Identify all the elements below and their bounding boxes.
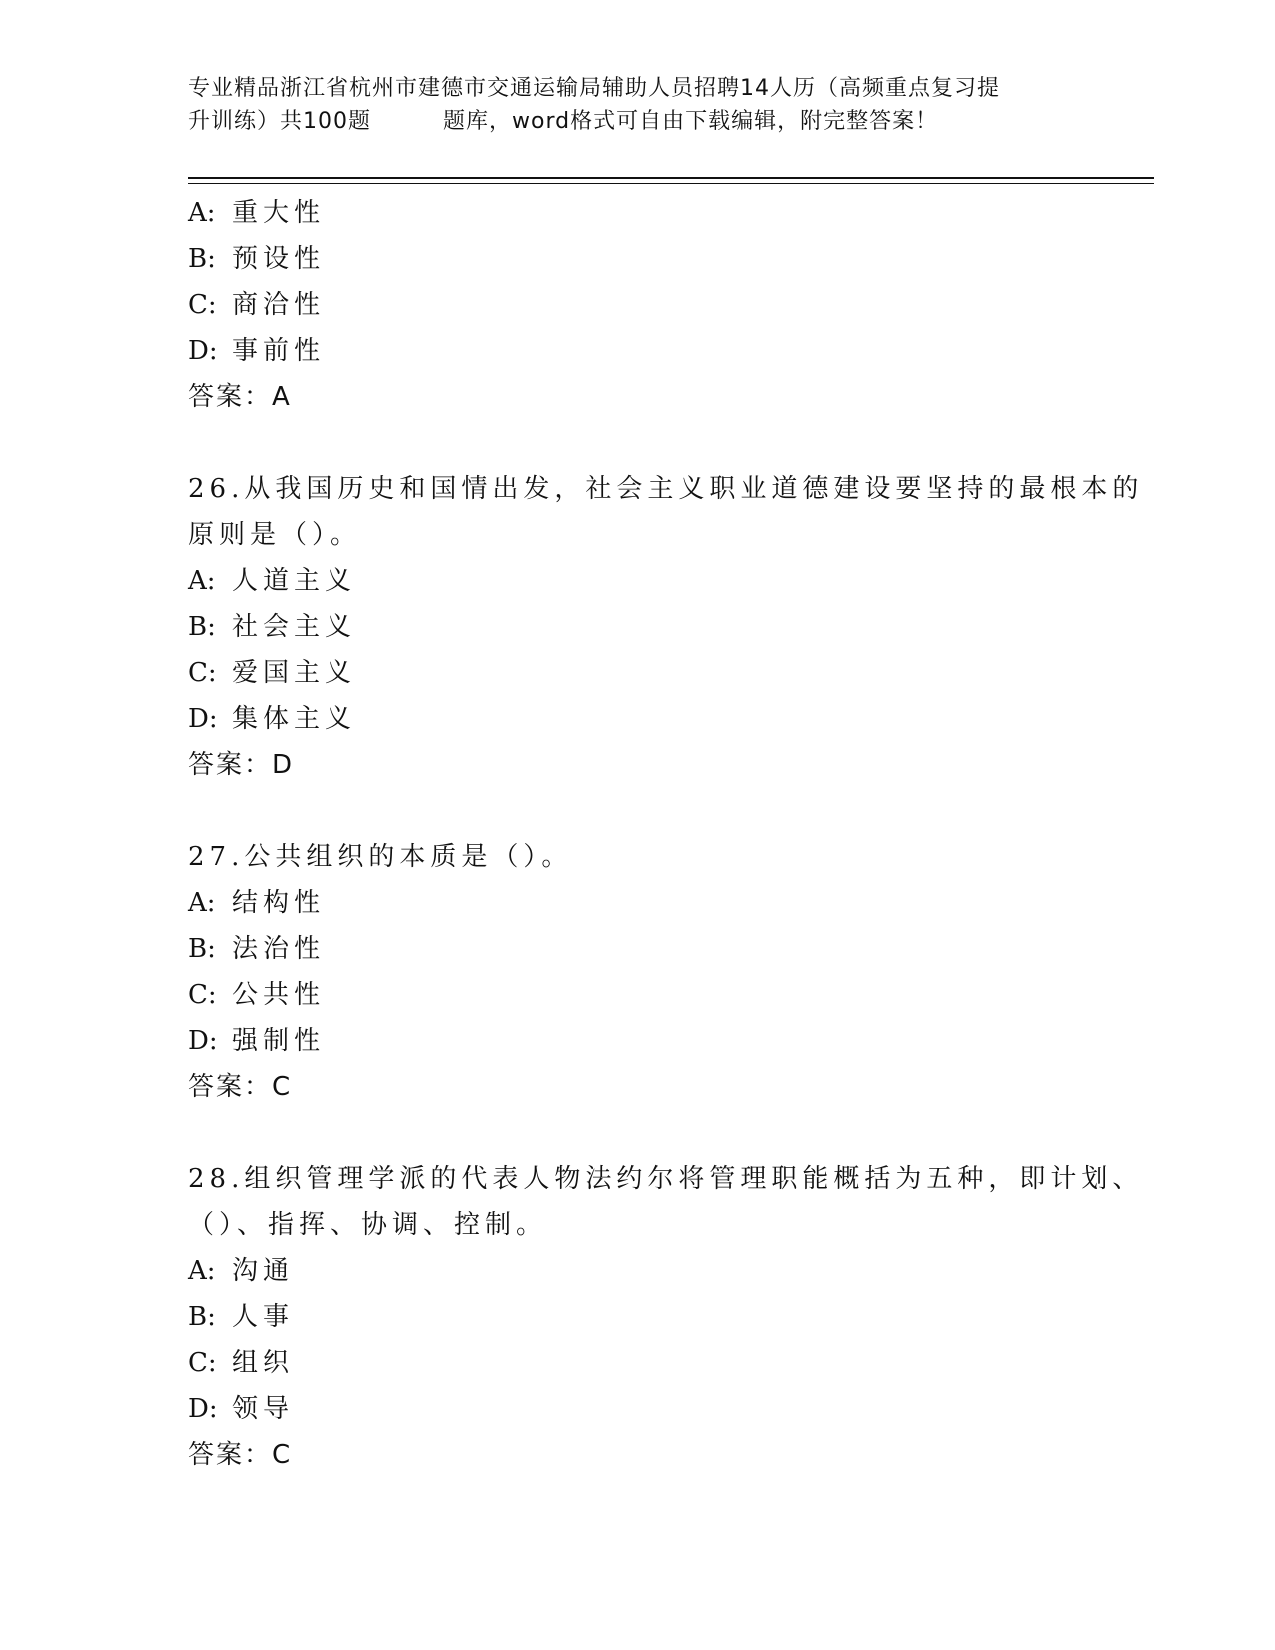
option-b <box>188 604 1088 650</box>
header-line-1: 专业精品浙江省杭州市建德市交通运输局辅助人员招聘14人历（高频重点复习提 <box>188 76 1000 101</box>
question-text-line-1: 26.从我国历史和国情出发，社会主义职业道德建设要坚持的最根本的 <box>188 474 1144 504</box>
option-text: 法治性 <box>232 934 326 964</box>
option-d <box>188 1386 1088 1432</box>
option-key: A: <box>188 888 216 918</box>
option-key: B: <box>188 612 216 642</box>
option-d <box>188 328 1088 374</box>
option-text: 强制性 <box>232 1026 326 1056</box>
option-text: 公共性 <box>232 980 326 1010</box>
option-key: C: <box>188 658 217 688</box>
option-c <box>188 1340 1088 1386</box>
option-b <box>188 1294 1088 1340</box>
question-26 <box>188 466 1144 788</box>
header-line-2-part-1: 升训练）共100题 <box>188 109 371 134</box>
header-divider-thin <box>188 183 1154 184</box>
option-text: 预设性 <box>232 244 326 274</box>
option-text: 沟通 <box>232 1256 295 1286</box>
header-divider-thick <box>188 177 1154 179</box>
answer: 答案：A <box>188 382 292 412</box>
option-a <box>188 190 1088 236</box>
option-key: B: <box>188 244 216 274</box>
option-text: 人道主义 <box>232 566 357 596</box>
option-d <box>188 1018 1088 1064</box>
option-key: A: <box>188 1256 216 1286</box>
option-key: B: <box>188 1302 216 1332</box>
option-text: 社会主义 <box>232 612 357 642</box>
option-b <box>188 236 1088 282</box>
question-25 <box>188 190 1088 420</box>
option-c <box>188 282 1088 328</box>
question-text-line-1: 27.公共组织的本质是（）。 <box>188 842 573 872</box>
option-text: 爱国主义 <box>232 658 357 688</box>
option-text: 重大性 <box>232 198 326 228</box>
answer: 答案：D <box>188 750 295 780</box>
option-key: D: <box>188 704 218 734</box>
option-d <box>188 696 1088 742</box>
header-line-2 <box>188 105 1088 138</box>
option-key: D: <box>188 1394 218 1424</box>
option-text: 事前性 <box>232 336 326 366</box>
option-a <box>188 1248 1088 1294</box>
document-header <box>188 72 1088 138</box>
option-c <box>188 650 1088 696</box>
option-b <box>188 926 1088 972</box>
question-28 <box>188 1156 1144 1478</box>
answer: 答案：C <box>188 1072 293 1102</box>
option-key: A: <box>188 198 216 228</box>
option-text: 集体主义 <box>232 704 357 734</box>
question-list <box>188 190 1144 1478</box>
option-a <box>188 880 1088 926</box>
option-key: B: <box>188 934 216 964</box>
option-text: 结构性 <box>232 888 326 918</box>
option-key: C: <box>188 980 217 1010</box>
option-key: C: <box>188 290 217 320</box>
option-c <box>188 972 1088 1018</box>
question-text-line-1: 28.组织管理学派的代表人物法约尔将管理职能概括为五种，即计划、 <box>188 1164 1144 1194</box>
option-text: 领导 <box>232 1394 295 1424</box>
option-key: C: <box>188 1348 217 1378</box>
option-text: 组织 <box>232 1348 295 1378</box>
header-line-2-part-2: 题库，word格式可自由下载编辑，附完整答案！ <box>443 109 939 134</box>
option-key: A: <box>188 566 216 596</box>
option-a <box>188 558 1088 604</box>
option-key: D: <box>188 336 218 366</box>
question-27 <box>188 834 1088 1110</box>
answer: 答案：C <box>188 1440 293 1470</box>
question-text-line-2: 原则是（）。 <box>188 520 362 550</box>
option-key: D: <box>188 1026 218 1056</box>
question-text-line-2: （）、指挥、协调、控制。 <box>188 1210 548 1240</box>
option-text: 商洽性 <box>232 290 326 320</box>
option-text: 人事 <box>232 1302 295 1332</box>
